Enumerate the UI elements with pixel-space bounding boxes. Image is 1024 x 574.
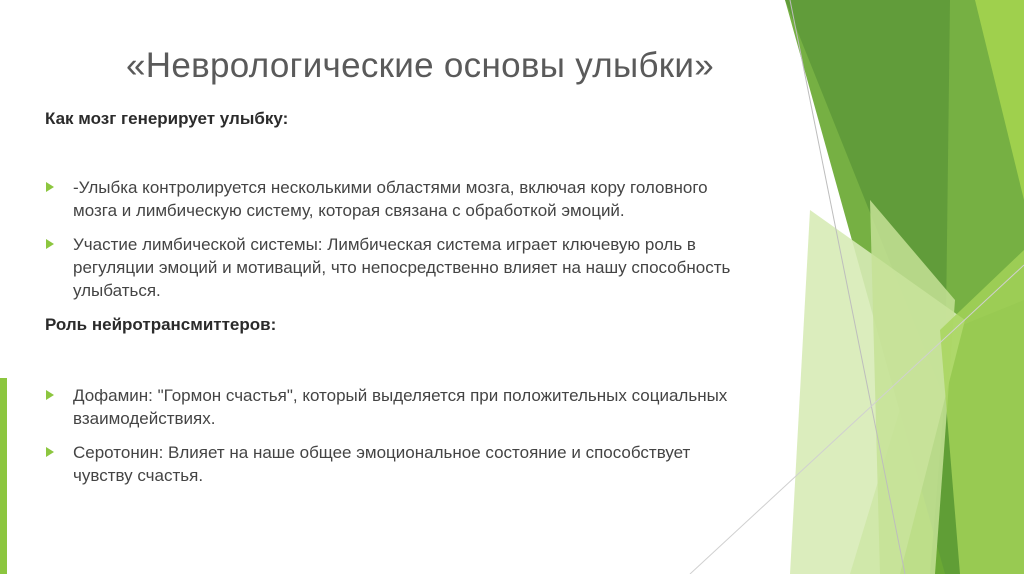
- bullet-text: Участие лимбической системы: Лимбическая система играет ключевую роль в регуляции эмоций и мотиваций, что непосредственно влияет на нашу способность улыбаться.: [73, 235, 731, 300]
- bullet-text: Дофамин: "Гормон счастья", который выделяется при положительных социальных взаимодействиях.: [73, 386, 728, 428]
- section-heading-brain: Как мозг генерирует улыбку:: [45, 109, 289, 128]
- list-item: [45, 176, 745, 222]
- list-item: [45, 233, 745, 302]
- triangle-bullet-icon: [46, 182, 54, 192]
- left-accent-bar: [0, 378, 7, 574]
- bullet-list-neurotransmitters: [45, 384, 745, 487]
- bullet-text: Серотонин: Влияет на наше общее эмоциональное состояние и способствует чувству счастья.: [73, 443, 691, 485]
- bullet-text: -Улыбка контролируется несколькими областями мозга, включая кору головного мозга и лимбическую систему, которая связана с обработкой эмоций.: [73, 178, 708, 220]
- triangle-bullet-icon: [46, 447, 54, 457]
- list-item: [45, 441, 745, 487]
- section-heading-neurotransmitters: Роль нейротрансмиттеров:: [45, 315, 277, 334]
- list-item: [45, 384, 745, 430]
- slide-content: [45, 107, 745, 498]
- triangle-bullet-icon: [46, 239, 54, 249]
- triangle-bullet-icon: [46, 390, 54, 400]
- slide-title: «Неврологические основы улыбки»: [125, 46, 715, 85]
- bullet-list-brain: [45, 176, 745, 302]
